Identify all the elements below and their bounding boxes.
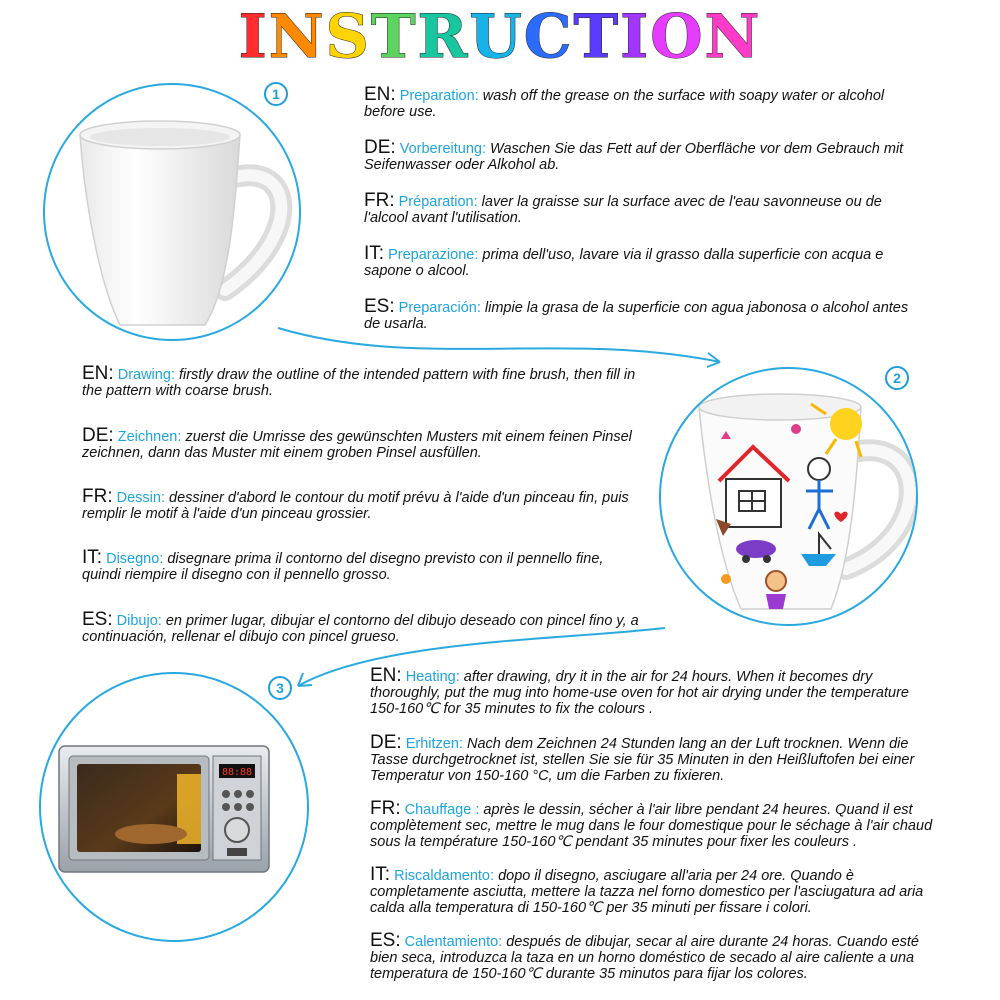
draw-en (82, 363, 642, 399)
page-title (0, 2, 1000, 72)
prep-de-heading: Vorbereitung: (399, 141, 486, 157)
title-letter: O (650, 2, 705, 72)
draw-fr (82, 486, 642, 522)
prep-en (364, 84, 924, 120)
prep-it-heading: Preparazione: (388, 247, 479, 263)
prep-fr-code: FR: (364, 190, 395, 211)
microwave-oven-illustration (41, 674, 307, 940)
draw-es (82, 609, 642, 645)
title-letter: T (573, 2, 621, 72)
draw-fr-body: dessiner d'abord le contour du motif prévu à l'aide d'un pinceau fin, puis remplir le motif à l'aide d'un pinceau grossier. (82, 490, 629, 522)
prep-es-heading: Preparación: (398, 300, 481, 316)
title-letter: I (620, 2, 651, 72)
draw-de-heading: Zeichnen: (117, 429, 182, 445)
title-letter: I (238, 2, 269, 72)
step1-number-badge: 1 (264, 82, 288, 106)
prep-fr-body: laver la graisse sur la surface avec de l'eau savonneuse ou de l'alcool avant l'utilisation. (364, 194, 882, 226)
draw-fr-code: FR: (82, 486, 113, 507)
prep-en-heading: Preparation: (399, 88, 479, 104)
prep-fr-heading: Préparation: (398, 194, 478, 210)
prep-de (364, 137, 924, 173)
step3-image-circle (39, 672, 309, 942)
draw-es-heading: Dibujo: (116, 613, 162, 629)
title-letter: N (704, 2, 762, 72)
heat-fr-code: FR: (370, 798, 401, 819)
heat-es-body: después de dibujar, secar al aire durante 24 horas. Cuando esté bien seca, introduzca la taza en un horno doméstico de secado al aire caliente a una temperatura de 150-160℃ durante 35 minutos para fijar los colores. (370, 934, 919, 982)
heat-it-code: IT: (370, 864, 391, 885)
draw-en-heading: Drawing: (117, 367, 175, 383)
doodle-mug-illustration (661, 369, 916, 624)
heat-fr-heading: Chauffage : (404, 802, 480, 818)
draw-it-heading: Disegno: (106, 551, 164, 567)
title-letter: S (325, 2, 371, 72)
heat-it-body: dopo il disegno, asciugare all'aria per 24 ore. Quando è completamente asciutta, mettere la tazza nel forno domestico per l'asciugatura ad aria calda alla temperatura di 150-160℃ per 35 minuti per fissare i colori. (370, 868, 924, 916)
heat-en-code: EN: (370, 665, 402, 686)
heat-es-code: ES: (370, 930, 401, 951)
title-letter: T (370, 2, 418, 72)
prep-de-body: Waschen Sie das Fett auf der Oberfläche vor dem Gebrauch mit Seifenwasser oder Alkohol ab. (364, 141, 904, 173)
prep-it (364, 243, 924, 279)
prep-en-body: wash off the grease on the surface with soapy water or alcohol before use. (364, 88, 885, 120)
prep-de-code: DE: (364, 137, 396, 158)
prep-es-code: ES: (364, 296, 395, 317)
heat-es-heading: Calentamiento: (404, 934, 503, 950)
step2-number-badge: 2 (885, 366, 909, 390)
heat-de-body: Nach dem Zeichnen 24 Stunden lang an der Luft trocknen. Wenn die Tasse durchgetrocknet ist, stellen Sie sie für 35 Minuten in den Heißluftofen bei einer Temperatur von 150-160 °C, um die Farben zu fixieren. (370, 736, 915, 784)
title-letter: N (268, 2, 326, 72)
draw-de-body: zuerst die Umrisse des gewünschten Musters mit einem feinen Pinsel zeichnen, dann das Muster mit einem groben Pinsel ausfüllen. (82, 429, 632, 461)
heat-es (370, 930, 936, 982)
prep-en-code: EN: (364, 84, 396, 105)
step1-image-circle (43, 83, 301, 341)
prep-it-code: IT: (364, 243, 385, 264)
draw-de-code: DE: (82, 425, 114, 446)
microwave-display: 88:88 (221, 767, 253, 778)
draw-de (82, 425, 642, 461)
heat-de-code: DE: (370, 732, 402, 753)
title-letter: C (523, 2, 574, 72)
draw-it-body: disegnare prima il contorno del disegno previsto con il pennello fine, quindi riempire il disegno con il pennello grosso. (82, 551, 604, 583)
heat-fr-body: après le dessin, sécher à l'air libre pendant 24 heures. Quand il est complètement sec, mettre le mug dans le four domestique pour le séchage à l'air chaud sous la température 150-160℃ pendant 35 minutes pour fixer les couleurs . (370, 802, 933, 850)
white-mug-illustration (45, 85, 299, 339)
heat-fr (370, 798, 936, 850)
heat-en-body: after drawing, dry it in the air for 24 hours. When it becomes dry thoroughly, put the mug into home-use oven for hot air drying under the temperature 150-160℃ for 35 minutes to fix the colours . (370, 669, 909, 717)
draw-it-code: IT: (82, 547, 103, 568)
step3-number-badge: 3 (268, 676, 292, 700)
draw-es-code: ES: (82, 609, 113, 630)
draw-fr-heading: Dessin: (116, 490, 165, 506)
draw-es-body: en primer lugar, dibujar el contorno del dibujo deseado con pincel fino y, a continuación, rellenar el dibujo con pincel grueso. (82, 613, 639, 645)
title-letter: U (469, 2, 524, 72)
draw-en-body: firstly draw the outline of the intended pattern with fine brush, then fill in the pattern with coarse brush. (82, 367, 636, 399)
prep-it-body: prima dell'uso, lavare via il grasso dalla superficie con acqua e sapone o alcool. (364, 247, 884, 279)
heat-de (370, 732, 936, 784)
heat-it-heading: Riscaldamento: (394, 868, 495, 884)
prep-fr (364, 190, 924, 226)
draw-it (82, 547, 642, 583)
title-letter: R (417, 2, 470, 72)
heat-it (370, 864, 936, 916)
heat-en-heading: Heating: (405, 669, 460, 685)
heat-de-heading: Erhitzen: (405, 736, 463, 752)
step2-image-circle (659, 367, 918, 626)
prep-es-body: limpie la grasa de la superficie con agua jabonosa o alcohol antes de usarla. (364, 300, 909, 332)
heat-en (370, 665, 936, 717)
prep-es (364, 296, 924, 332)
draw-en-code: EN: (82, 363, 114, 384)
